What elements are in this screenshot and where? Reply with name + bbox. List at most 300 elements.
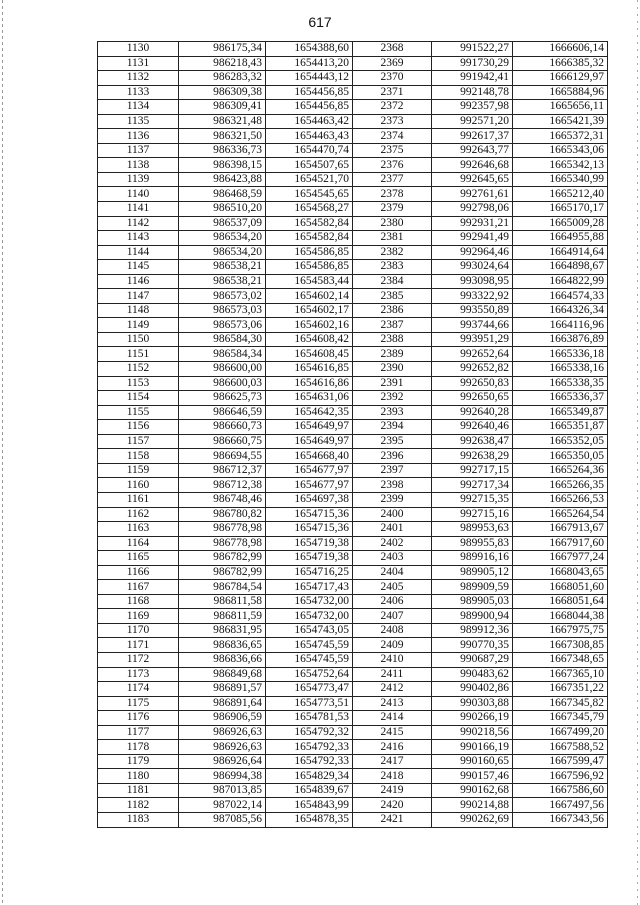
y-coordinate-cell: 1666129,97 bbox=[513, 71, 608, 86]
point-number-cell: 2402 bbox=[353, 536, 432, 551]
y-coordinate-cell: 1667365,10 bbox=[513, 667, 608, 682]
point-number-cell: 2406 bbox=[353, 594, 432, 609]
y-coordinate-cell: 1665352,05 bbox=[513, 434, 608, 449]
table-row bbox=[98, 449, 608, 464]
y-coordinate-cell: 1665656,11 bbox=[513, 100, 608, 115]
point-number-cell: 1132 bbox=[98, 71, 179, 86]
point-number-cell: 1169 bbox=[98, 609, 179, 624]
table-row bbox=[98, 143, 608, 158]
x-coordinate-cell: 992761,61 bbox=[432, 187, 513, 202]
point-number-cell: 1183 bbox=[98, 812, 179, 827]
x-coordinate-cell: 992652,82 bbox=[432, 362, 513, 377]
y-coordinate-cell: 1654677,97 bbox=[266, 478, 353, 493]
x-coordinate-cell: 990483,62 bbox=[432, 667, 513, 682]
x-coordinate-cell: 986784,54 bbox=[179, 580, 266, 595]
y-coordinate-cell: 1654413,20 bbox=[266, 56, 353, 71]
x-coordinate-cell: 992645,65 bbox=[432, 172, 513, 187]
point-number-cell: 2397 bbox=[353, 463, 432, 478]
point-number-cell: 1133 bbox=[98, 85, 179, 100]
x-coordinate-cell: 992650,65 bbox=[432, 391, 513, 406]
y-coordinate-cell: 1654792,33 bbox=[266, 754, 353, 769]
point-number-cell: 2414 bbox=[353, 711, 432, 726]
table-row bbox=[98, 85, 608, 100]
x-coordinate-cell: 986660,73 bbox=[179, 420, 266, 435]
y-coordinate-cell: 1654443,12 bbox=[266, 71, 353, 86]
x-coordinate-cell: 986573,02 bbox=[179, 289, 266, 304]
y-coordinate-cell: 1665884,96 bbox=[513, 85, 608, 100]
table-row bbox=[98, 580, 608, 595]
x-coordinate-cell: 986534,20 bbox=[179, 245, 266, 260]
point-number-cell: 1163 bbox=[98, 522, 179, 537]
y-coordinate-cell: 1654470,74 bbox=[266, 143, 353, 158]
x-coordinate-cell: 992646,68 bbox=[432, 158, 513, 173]
point-number-cell: 1150 bbox=[98, 332, 179, 347]
x-coordinate-cell: 992571,20 bbox=[432, 114, 513, 129]
y-coordinate-cell: 1654745,59 bbox=[266, 638, 353, 653]
point-number-cell: 1136 bbox=[98, 129, 179, 144]
table-row bbox=[98, 798, 608, 813]
x-coordinate-cell: 992717,15 bbox=[432, 463, 513, 478]
y-coordinate-cell: 1665349,87 bbox=[513, 405, 608, 420]
point-number-cell: 1151 bbox=[98, 347, 179, 362]
y-coordinate-cell: 1667596,92 bbox=[513, 769, 608, 784]
table-row bbox=[98, 682, 608, 697]
y-coordinate-cell: 1667497,56 bbox=[513, 798, 608, 813]
x-coordinate-cell: 989909,59 bbox=[432, 580, 513, 595]
point-number-cell: 2369 bbox=[353, 56, 432, 71]
x-coordinate-cell: 986398,15 bbox=[179, 158, 266, 173]
y-coordinate-cell: 1654719,38 bbox=[266, 551, 353, 566]
point-number-cell: 1170 bbox=[98, 623, 179, 638]
coordinates-table-body bbox=[98, 42, 608, 828]
point-number-cell: 1145 bbox=[98, 260, 179, 275]
x-coordinate-cell: 986309,38 bbox=[179, 85, 266, 100]
x-coordinate-cell: 986926,64 bbox=[179, 754, 266, 769]
y-coordinate-cell: 1654745,59 bbox=[266, 652, 353, 667]
table-row bbox=[98, 769, 608, 784]
point-number-cell: 1161 bbox=[98, 492, 179, 507]
x-coordinate-cell: 992643,77 bbox=[432, 143, 513, 158]
point-number-cell: 1134 bbox=[98, 100, 179, 115]
y-coordinate-cell: 1654507,65 bbox=[266, 158, 353, 173]
point-number-cell: 1142 bbox=[98, 216, 179, 231]
point-number-cell: 2375 bbox=[353, 143, 432, 158]
point-number-cell: 1148 bbox=[98, 303, 179, 318]
y-coordinate-cell: 1668043,65 bbox=[513, 565, 608, 580]
y-coordinate-cell: 1654717,43 bbox=[266, 580, 353, 595]
x-coordinate-cell: 986573,03 bbox=[179, 303, 266, 318]
y-coordinate-cell: 1667308,85 bbox=[513, 638, 608, 653]
point-number-cell: 1143 bbox=[98, 231, 179, 246]
x-coordinate-cell: 986849,68 bbox=[179, 667, 266, 682]
point-number-cell: 2401 bbox=[353, 522, 432, 537]
x-coordinate-cell: 990157,46 bbox=[432, 769, 513, 784]
point-number-cell: 2413 bbox=[353, 696, 432, 711]
x-coordinate-cell: 990402,86 bbox=[432, 682, 513, 697]
point-number-cell: 1141 bbox=[98, 202, 179, 217]
x-coordinate-cell: 993951,29 bbox=[432, 332, 513, 347]
point-number-cell: 2400 bbox=[353, 507, 432, 522]
point-number-cell: 2416 bbox=[353, 740, 432, 755]
scan-left-edge bbox=[2, 0, 3, 905]
y-coordinate-cell: 1665264,36 bbox=[513, 463, 608, 478]
x-coordinate-cell: 986906,59 bbox=[179, 711, 266, 726]
point-number-cell: 1172 bbox=[98, 652, 179, 667]
table-row bbox=[98, 725, 608, 740]
y-coordinate-cell: 1654388,60 bbox=[266, 42, 353, 57]
table-row bbox=[98, 812, 608, 827]
y-coordinate-cell: 1654463,43 bbox=[266, 129, 353, 144]
point-number-cell: 2421 bbox=[353, 812, 432, 827]
point-number-cell: 1147 bbox=[98, 289, 179, 304]
point-number-cell: 2398 bbox=[353, 478, 432, 493]
point-number-cell: 1182 bbox=[98, 798, 179, 813]
table-row bbox=[98, 56, 608, 71]
point-number-cell: 1154 bbox=[98, 391, 179, 406]
x-coordinate-cell: 990218,56 bbox=[432, 725, 513, 740]
x-coordinate-cell: 989916,16 bbox=[432, 551, 513, 566]
x-coordinate-cell: 993322,92 bbox=[432, 289, 513, 304]
point-number-cell: 1173 bbox=[98, 667, 179, 682]
x-coordinate-cell: 992148,78 bbox=[432, 85, 513, 100]
y-coordinate-cell: 1654743,05 bbox=[266, 623, 353, 638]
point-number-cell: 2373 bbox=[353, 114, 432, 129]
x-coordinate-cell: 986831,95 bbox=[179, 623, 266, 638]
y-coordinate-cell: 1654631,06 bbox=[266, 391, 353, 406]
x-coordinate-cell: 986778,98 bbox=[179, 536, 266, 551]
point-number-cell: 1140 bbox=[98, 187, 179, 202]
table-row bbox=[98, 347, 608, 362]
point-number-cell: 2386 bbox=[353, 303, 432, 318]
y-coordinate-cell: 1654456,85 bbox=[266, 100, 353, 115]
x-coordinate-cell: 992650,83 bbox=[432, 376, 513, 391]
y-coordinate-cell: 1654649,97 bbox=[266, 420, 353, 435]
y-coordinate-cell: 1654586,85 bbox=[266, 245, 353, 260]
point-number-cell: 2393 bbox=[353, 405, 432, 420]
y-coordinate-cell: 1667975,75 bbox=[513, 623, 608, 638]
x-coordinate-cell: 986660,75 bbox=[179, 434, 266, 449]
table-row bbox=[98, 318, 608, 333]
x-coordinate-cell: 986782,99 bbox=[179, 551, 266, 566]
point-number-cell: 2395 bbox=[353, 434, 432, 449]
x-coordinate-cell: 986926,63 bbox=[179, 740, 266, 755]
x-coordinate-cell: 990687,29 bbox=[432, 652, 513, 667]
y-coordinate-cell: 1654586,85 bbox=[266, 260, 353, 275]
table-row bbox=[98, 42, 608, 57]
point-number-cell: 2378 bbox=[353, 187, 432, 202]
x-coordinate-cell: 990160,65 bbox=[432, 754, 513, 769]
x-coordinate-cell: 986321,48 bbox=[179, 114, 266, 129]
y-coordinate-cell: 1654642,35 bbox=[266, 405, 353, 420]
x-coordinate-cell: 986468,59 bbox=[179, 187, 266, 202]
y-coordinate-cell: 1667586,60 bbox=[513, 783, 608, 798]
x-coordinate-cell: 992798,06 bbox=[432, 202, 513, 217]
y-coordinate-cell: 1654602,17 bbox=[266, 303, 353, 318]
coordinates-table bbox=[97, 41, 608, 828]
y-coordinate-cell: 1654781,53 bbox=[266, 711, 353, 726]
y-coordinate-cell: 1654829,34 bbox=[266, 769, 353, 784]
table-row bbox=[98, 129, 608, 144]
y-coordinate-cell: 1663876,89 bbox=[513, 332, 608, 347]
y-coordinate-cell: 1654715,36 bbox=[266, 507, 353, 522]
point-number-cell: 1175 bbox=[98, 696, 179, 711]
x-coordinate-cell: 993744,66 bbox=[432, 318, 513, 333]
scan-right-edge bbox=[637, 0, 638, 905]
y-coordinate-cell: 1665338,16 bbox=[513, 362, 608, 377]
point-number-cell: 1130 bbox=[98, 42, 179, 57]
x-coordinate-cell: 991942,41 bbox=[432, 71, 513, 86]
y-coordinate-cell: 1667599,47 bbox=[513, 754, 608, 769]
y-coordinate-cell: 1654839,67 bbox=[266, 783, 353, 798]
y-coordinate-cell: 1664116,96 bbox=[513, 318, 608, 333]
point-number-cell: 1168 bbox=[98, 594, 179, 609]
point-number-cell: 2415 bbox=[353, 725, 432, 740]
point-number-cell: 1158 bbox=[98, 449, 179, 464]
x-coordinate-cell: 992931,21 bbox=[432, 216, 513, 231]
x-coordinate-cell: 992964,46 bbox=[432, 245, 513, 260]
x-coordinate-cell: 989955,83 bbox=[432, 536, 513, 551]
y-coordinate-cell: 1667499,20 bbox=[513, 725, 608, 740]
table-row bbox=[98, 216, 608, 231]
point-number-cell: 1131 bbox=[98, 56, 179, 71]
y-coordinate-cell: 1665266,53 bbox=[513, 492, 608, 507]
point-number-cell: 2383 bbox=[353, 260, 432, 275]
point-number-cell: 1139 bbox=[98, 172, 179, 187]
table-row bbox=[98, 289, 608, 304]
point-number-cell: 2387 bbox=[353, 318, 432, 333]
y-coordinate-cell: 1654773,47 bbox=[266, 682, 353, 697]
point-number-cell: 2370 bbox=[353, 71, 432, 86]
point-number-cell: 2410 bbox=[353, 652, 432, 667]
point-number-cell: 2384 bbox=[353, 274, 432, 289]
x-coordinate-cell: 989900,94 bbox=[432, 609, 513, 624]
table-row bbox=[98, 623, 608, 638]
y-coordinate-cell: 1654732,00 bbox=[266, 609, 353, 624]
x-coordinate-cell: 986782,99 bbox=[179, 565, 266, 580]
point-number-cell: 2371 bbox=[353, 85, 432, 100]
y-coordinate-cell: 1654792,32 bbox=[266, 725, 353, 740]
y-coordinate-cell: 1665351,87 bbox=[513, 420, 608, 435]
x-coordinate-cell: 992652,64 bbox=[432, 347, 513, 362]
y-coordinate-cell: 1664574,33 bbox=[513, 289, 608, 304]
table-row bbox=[98, 172, 608, 187]
y-coordinate-cell: 1665421,39 bbox=[513, 114, 608, 129]
y-coordinate-cell: 1654677,97 bbox=[266, 463, 353, 478]
point-number-cell: 2390 bbox=[353, 362, 432, 377]
point-number-cell: 2407 bbox=[353, 609, 432, 624]
table-row bbox=[98, 783, 608, 798]
table-row bbox=[98, 332, 608, 347]
y-coordinate-cell: 1665336,18 bbox=[513, 347, 608, 362]
y-coordinate-cell: 1654456,85 bbox=[266, 85, 353, 100]
table-row bbox=[98, 507, 608, 522]
table-row bbox=[98, 492, 608, 507]
x-coordinate-cell: 986836,65 bbox=[179, 638, 266, 653]
y-coordinate-cell: 1665266,35 bbox=[513, 478, 608, 493]
table-row bbox=[98, 696, 608, 711]
y-coordinate-cell: 1665264,54 bbox=[513, 507, 608, 522]
y-coordinate-cell: 1668044,38 bbox=[513, 609, 608, 624]
x-coordinate-cell: 986778,98 bbox=[179, 522, 266, 537]
y-coordinate-cell: 1654582,84 bbox=[266, 231, 353, 246]
point-number-cell: 2379 bbox=[353, 202, 432, 217]
y-coordinate-cell: 1667351,22 bbox=[513, 682, 608, 697]
y-coordinate-cell: 1665336,37 bbox=[513, 391, 608, 406]
y-coordinate-cell: 1654602,16 bbox=[266, 318, 353, 333]
x-coordinate-cell: 986538,21 bbox=[179, 274, 266, 289]
table-row bbox=[98, 711, 608, 726]
y-coordinate-cell: 1664914,64 bbox=[513, 245, 608, 260]
x-coordinate-cell: 986573,06 bbox=[179, 318, 266, 333]
point-number-cell: 1157 bbox=[98, 434, 179, 449]
point-number-cell: 1155 bbox=[98, 405, 179, 420]
x-coordinate-cell: 986218,43 bbox=[179, 56, 266, 71]
y-coordinate-cell: 1654463,42 bbox=[266, 114, 353, 129]
x-coordinate-cell: 990303,88 bbox=[432, 696, 513, 711]
table-row bbox=[98, 420, 608, 435]
x-coordinate-cell: 992941,49 bbox=[432, 231, 513, 246]
y-coordinate-cell: 1654608,42 bbox=[266, 332, 353, 347]
x-coordinate-cell: 986811,58 bbox=[179, 594, 266, 609]
x-coordinate-cell: 986538,21 bbox=[179, 260, 266, 275]
y-coordinate-cell: 1654716,25 bbox=[266, 565, 353, 580]
point-number-cell: 1152 bbox=[98, 362, 179, 377]
x-coordinate-cell: 986712,38 bbox=[179, 478, 266, 493]
table-row bbox=[98, 434, 608, 449]
y-coordinate-cell: 1665170,17 bbox=[513, 202, 608, 217]
x-coordinate-cell: 986534,20 bbox=[179, 231, 266, 246]
y-coordinate-cell: 1666606,14 bbox=[513, 42, 608, 57]
point-number-cell: 1180 bbox=[98, 769, 179, 784]
point-number-cell: 1137 bbox=[98, 143, 179, 158]
x-coordinate-cell: 990214,88 bbox=[432, 798, 513, 813]
table-row bbox=[98, 274, 608, 289]
x-coordinate-cell: 992715,16 bbox=[432, 507, 513, 522]
point-number-cell: 1149 bbox=[98, 318, 179, 333]
x-coordinate-cell: 986780,82 bbox=[179, 507, 266, 522]
x-coordinate-cell: 986309,41 bbox=[179, 100, 266, 115]
point-number-cell: 1165 bbox=[98, 551, 179, 566]
table-row bbox=[98, 522, 608, 537]
y-coordinate-cell: 1665009,28 bbox=[513, 216, 608, 231]
x-coordinate-cell: 986811,59 bbox=[179, 609, 266, 624]
y-coordinate-cell: 1654608,45 bbox=[266, 347, 353, 362]
y-coordinate-cell: 1654752,64 bbox=[266, 667, 353, 682]
point-number-cell: 2420 bbox=[353, 798, 432, 813]
y-coordinate-cell: 1654545,65 bbox=[266, 187, 353, 202]
table-row bbox=[98, 260, 608, 275]
x-coordinate-cell: 986836,66 bbox=[179, 652, 266, 667]
y-coordinate-cell: 1667913,67 bbox=[513, 522, 608, 537]
point-number-cell: 2411 bbox=[353, 667, 432, 682]
point-number-cell: 2417 bbox=[353, 754, 432, 769]
y-coordinate-cell: 1667917,60 bbox=[513, 536, 608, 551]
x-coordinate-cell: 992717,34 bbox=[432, 478, 513, 493]
table-row bbox=[98, 231, 608, 246]
x-coordinate-cell: 986336,73 bbox=[179, 143, 266, 158]
x-coordinate-cell: 986510,20 bbox=[179, 202, 266, 217]
x-coordinate-cell: 989953,63 bbox=[432, 522, 513, 537]
point-number-cell: 2409 bbox=[353, 638, 432, 653]
y-coordinate-cell: 1654719,38 bbox=[266, 536, 353, 551]
x-coordinate-cell: 992638,47 bbox=[432, 434, 513, 449]
table-row bbox=[98, 754, 608, 769]
x-coordinate-cell: 993024,64 bbox=[432, 260, 513, 275]
y-coordinate-cell: 1654732,00 bbox=[266, 594, 353, 609]
table-row bbox=[98, 594, 608, 609]
y-coordinate-cell: 1668051,60 bbox=[513, 580, 608, 595]
x-coordinate-cell: 990166,19 bbox=[432, 740, 513, 755]
table-row bbox=[98, 565, 608, 580]
point-number-cell: 1160 bbox=[98, 478, 179, 493]
y-coordinate-cell: 1654616,85 bbox=[266, 362, 353, 377]
point-number-cell: 2372 bbox=[353, 100, 432, 115]
table-row bbox=[98, 638, 608, 653]
y-coordinate-cell: 1654583,44 bbox=[266, 274, 353, 289]
x-coordinate-cell: 986584,34 bbox=[179, 347, 266, 362]
point-number-cell: 2418 bbox=[353, 769, 432, 784]
y-coordinate-cell: 1668051,64 bbox=[513, 594, 608, 609]
table-row bbox=[98, 71, 608, 86]
point-number-cell: 2376 bbox=[353, 158, 432, 173]
x-coordinate-cell: 986584,30 bbox=[179, 332, 266, 347]
x-coordinate-cell: 986926,63 bbox=[179, 725, 266, 740]
y-coordinate-cell: 1665338,35 bbox=[513, 376, 608, 391]
point-number-cell: 1156 bbox=[98, 420, 179, 435]
table-row bbox=[98, 362, 608, 377]
y-coordinate-cell: 1666385,32 bbox=[513, 56, 608, 71]
point-number-cell: 1177 bbox=[98, 725, 179, 740]
table-row bbox=[98, 391, 608, 406]
x-coordinate-cell: 986891,64 bbox=[179, 696, 266, 711]
y-coordinate-cell: 1665342,13 bbox=[513, 158, 608, 173]
table-row bbox=[98, 114, 608, 129]
x-coordinate-cell: 992715,35 bbox=[432, 492, 513, 507]
point-number-cell: 1144 bbox=[98, 245, 179, 260]
table-row bbox=[98, 478, 608, 493]
table-row bbox=[98, 463, 608, 478]
x-coordinate-cell: 992357,98 bbox=[432, 100, 513, 115]
x-coordinate-cell: 989905,03 bbox=[432, 594, 513, 609]
point-number-cell: 2404 bbox=[353, 565, 432, 580]
y-coordinate-cell: 1664955,88 bbox=[513, 231, 608, 246]
table-row bbox=[98, 405, 608, 420]
x-coordinate-cell: 989912,36 bbox=[432, 623, 513, 638]
point-number-cell: 2381 bbox=[353, 231, 432, 246]
x-coordinate-cell: 986625,73 bbox=[179, 391, 266, 406]
table-row bbox=[98, 100, 608, 115]
point-number-cell: 2412 bbox=[353, 682, 432, 697]
y-coordinate-cell: 1654715,36 bbox=[266, 522, 353, 537]
y-coordinate-cell: 1665372,31 bbox=[513, 129, 608, 144]
x-coordinate-cell: 986283,32 bbox=[179, 71, 266, 86]
x-coordinate-cell: 986175,34 bbox=[179, 42, 266, 57]
x-coordinate-cell: 992638,29 bbox=[432, 449, 513, 464]
x-coordinate-cell: 986646,59 bbox=[179, 405, 266, 420]
x-coordinate-cell: 986537,09 bbox=[179, 216, 266, 231]
y-coordinate-cell: 1667348,65 bbox=[513, 652, 608, 667]
point-number-cell: 1153 bbox=[98, 376, 179, 391]
y-coordinate-cell: 1665212,40 bbox=[513, 187, 608, 202]
x-coordinate-cell: 987085,56 bbox=[179, 812, 266, 827]
x-coordinate-cell: 986891,57 bbox=[179, 682, 266, 697]
point-number-cell: 1166 bbox=[98, 565, 179, 580]
table-row bbox=[98, 245, 608, 260]
x-coordinate-cell: 986321,50 bbox=[179, 129, 266, 144]
table-row bbox=[98, 551, 608, 566]
point-number-cell: 1162 bbox=[98, 507, 179, 522]
point-number-cell: 2380 bbox=[353, 216, 432, 231]
